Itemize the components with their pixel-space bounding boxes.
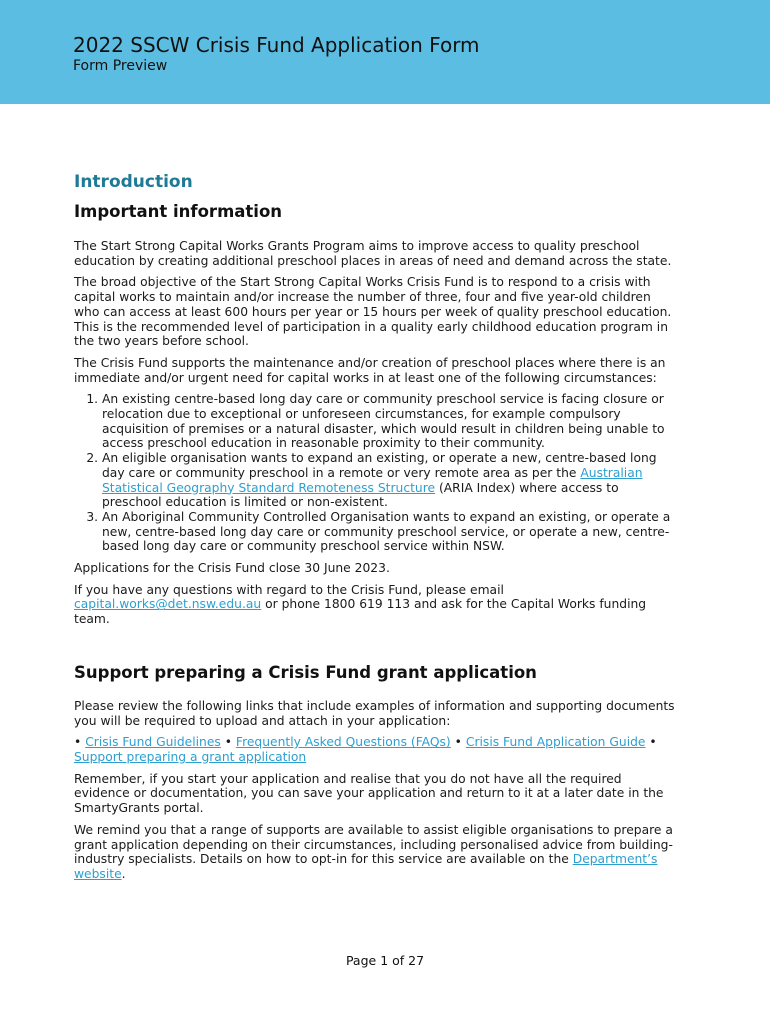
support-paragraph-3 <box>74 823 680 882</box>
page-header <box>0 0 770 104</box>
circumstance-item-2 <box>102 451 680 510</box>
form-title: 2022 SSCW Crisis Fund Application Form <box>73 33 480 57</box>
bullet-3: • <box>454 735 462 750</box>
bullet-1: • <box>74 735 82 750</box>
circumstance-text-3: An Aboriginal Community Controlled Organisation wants to expand an existing, or operate a new, centre-based long day care or community preschool service, or operate a new, centre-based long day care or community preschool service within NSW. <box>102 509 671 554</box>
heading-support-preparing: Support preparing a Crisis Fund grant application <box>74 662 537 682</box>
page-number: Page 1 of 27 <box>345 953 425 968</box>
circumstance-item-3 <box>102 510 680 554</box>
contact-text-a: If you have any questions with regard to the Crisis Fund, please email <box>74 582 504 597</box>
support-paragraph-2: Remember, if you start your application and realise that you do not have all the required evidence or documentation, you can save your application and return to it at a later date in the SmartyGrants portal. <box>74 771 664 816</box>
support-links-paragraph <box>74 735 680 764</box>
closing-date-paragraph: Applications for the Crisis Fund close 30 June 2023. <box>74 561 390 576</box>
circumstance-text-2a: An eligible organisation wants to expand an existing, or operate a new, centre-based long day care or community preschool in a remote or very remote area as per the <box>102 451 657 480</box>
intro-paragraph-3: The Crisis Fund supports the maintenance and/or creation of preschool places where there is an immediate and/or urgent need for capital works in at least one of the following circumstances: <box>74 355 666 385</box>
heading-important-information: Important information <box>74 202 283 221</box>
remoteness-structure-link[interactable]: Australian Statistical Geography Standard Remoteness Structure <box>102 465 643 495</box>
department-website-link[interactable]: Department’s website <box>74 852 658 881</box>
support-preparing-link[interactable]: Support preparing a grant application <box>74 749 307 764</box>
support-text-3a: We remind you that a range of supports are available to assist eligible organisations to prepare a grant application depending on their circumstances, including personalised advice from building-industry specialists. Details on how to opt-in for this service are available on the <box>74 822 673 867</box>
circumstance-text-1: An existing centre-based long day care or community preschool service is facing closure or relocation due to exceptional or unforeseen circumstances, for example compulsory acquisition of premises or a natural disaster, which would result in children being unable to access preschool education in reasonable proximity to their community. <box>102 392 665 451</box>
application-guide-link[interactable]: Crisis Fund Application Guide <box>465 735 646 750</box>
contact-text-b: or phone 1800 619 113 and ask for the Capital Works funding team. <box>74 597 647 627</box>
support-paragraph-1: Please review the following links that include examples of information and supporting documents you will be required to upload and attach in your application: <box>74 698 675 728</box>
bullet-4: • <box>649 735 657 750</box>
section-title-introduction: Introduction <box>74 172 193 192</box>
intro-paragraph-2: The broad objective of the Start Strong Capital Works Crisis Fund is to respond to a crisis with capital works to maintain and/or increase the number of three, four and five year-old children who can access at least 600 hours per year or 15 hours per week of quality preschool education. This is the recommended level of participation in a quality early childhood education program in the two years before school. <box>74 275 672 349</box>
faqs-link[interactable]: Frequently Asked Questions (FAQs) <box>235 735 451 750</box>
contact-email-link[interactable]: capital.works@det.nsw.edu.au <box>74 597 262 612</box>
form-subtitle: Form Preview <box>73 58 168 74</box>
bullet-2: • <box>224 735 232 750</box>
crisis-fund-guidelines-link[interactable]: Crisis Fund Guidelines <box>85 735 221 750</box>
circumstance-item-1 <box>102 392 680 451</box>
support-text-3b: . <box>121 866 126 881</box>
intro-paragraph-1: The Start Strong Capital Works Grants Program aims to improve access to quality preschool education by creating additional preschool places in areas of need and demand across the state. <box>74 239 672 268</box>
circumstances-list <box>74 392 680 554</box>
contact-paragraph <box>74 583 680 627</box>
document-body <box>74 171 680 889</box>
circumstance-text-2b: (ARIA Index) where access to preschool education is limited or non-existent. <box>102 480 619 510</box>
